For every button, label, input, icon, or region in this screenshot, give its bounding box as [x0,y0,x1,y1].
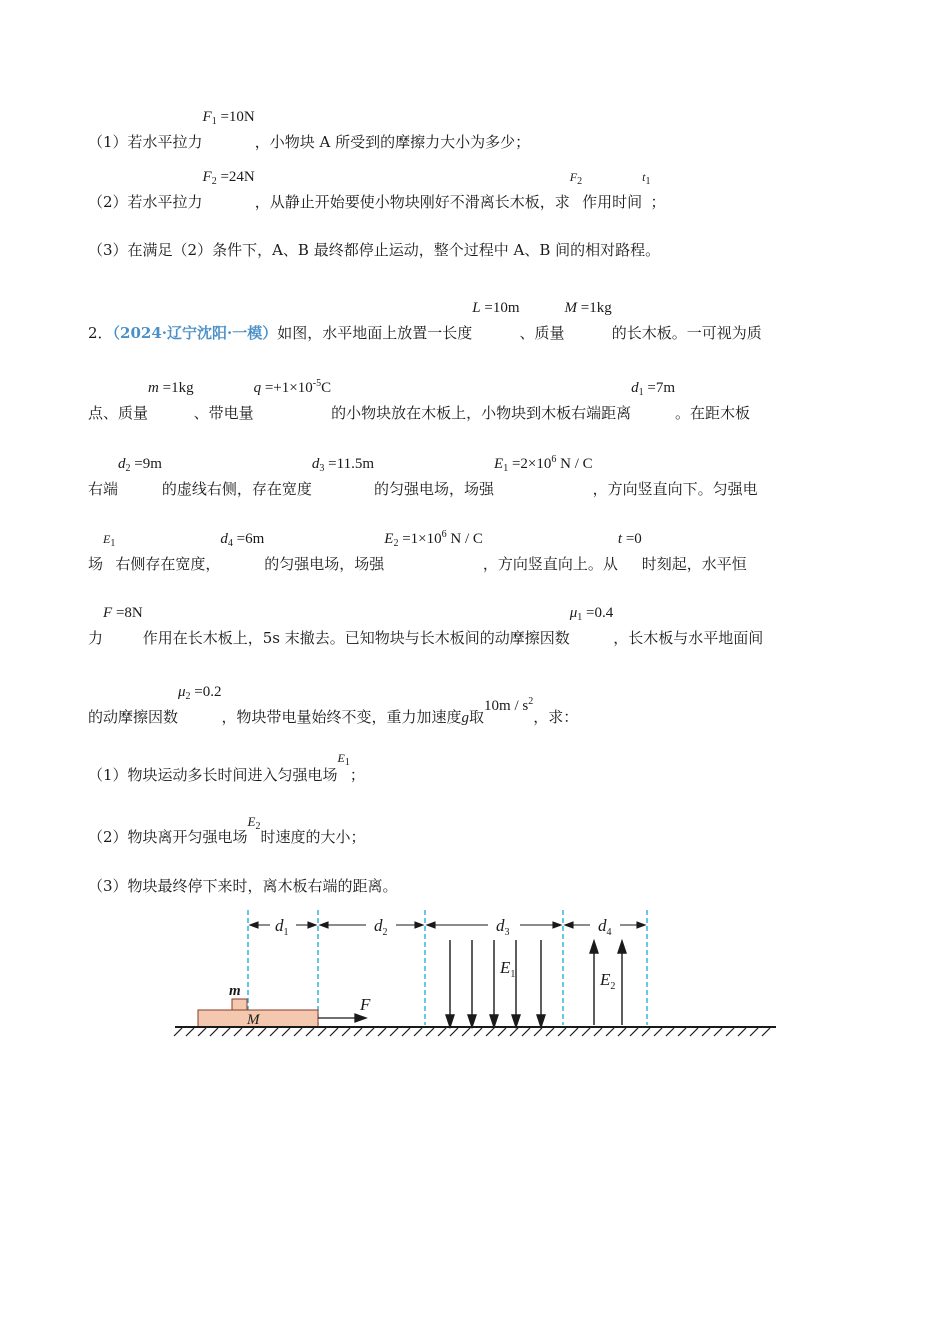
hatch-mark [570,1028,578,1036]
field-E1-arrows [446,940,545,1027]
hatch-mark [702,1028,710,1036]
label-d1: $d_1$ [275,916,289,938]
hatch-mark [594,1028,602,1036]
q2-line2: 点、质量m =1kg、带电量$q =+1\times 10^{-5}C$的小物块放在木板上，小物块到木板右端距离$d_1 =7m$。在距木板 [88,400,750,429]
hatch-mark [606,1028,614,1036]
formula-m: m =1kg [148,380,194,396]
hatch-mark [642,1028,650,1036]
hatch-mark [258,1028,266,1036]
label-d4: $d_4$ [598,916,612,938]
hatch-mark [198,1028,206,1036]
hatch-mark [690,1028,698,1036]
hatch-mark [270,1028,278,1036]
hatch-mark [750,1028,758,1036]
question-number: 2． [88,324,113,342]
hatch-mark [306,1028,314,1036]
formula-t0: t =0 [617,531,642,547]
label-E1: $E_1$ [500,958,516,980]
q2-part3: （3）物块最终停下来时，离木板右端的距离。 [88,877,398,895]
force-F-arrow [318,1014,366,1022]
formula-d1: $d_1 =7m$ [631,380,675,398]
q2-part2: （2）物块离开匀强电场$E_2$时速度的大小； [88,814,366,846]
q1-part2: （2）若水平拉力$F_2 =24N$，从静止开始要使小物块刚好不滑离长木板，求$F_2$作用时间$t_1$； [88,169,666,211]
question-source: （2024·辽宁沈阳·一模） [112,324,278,342]
formula-F2: $F_2 =24N$ [202,169,255,187]
label-E2: $E_2$ [600,970,616,992]
hatch-mark [282,1028,290,1036]
hatch-mark [630,1028,638,1036]
physics-diagram [170,905,782,1040]
formula-q: $q =+1\times 10^{-5}C$ [253,378,332,396]
hatch-mark [438,1028,446,1036]
hatch-mark [210,1028,218,1036]
hatch-mark [534,1028,542,1036]
q1-part1-text: （1）若水平拉力 [88,133,203,151]
hatch-mark [402,1028,410,1036]
q2-line4: 场$E_1$右侧存在宽度，$d_4 =6m$的匀强电场，场强$E_2 =1\times 10^6$ N / C，方向竖直向上。从t =0时刻起，水平恒 [88,551,747,580]
label-d3: $d_3$ [496,916,510,938]
formula-L: L =10m [472,300,520,316]
formula-F: F =8N [103,605,143,621]
hatch-mark [474,1028,482,1036]
formula-M: M =1kg [564,300,612,316]
hatch-mark [486,1028,494,1036]
hatch-mark [618,1028,626,1036]
label-F: F [360,995,371,1014]
hatch-mark [678,1028,686,1036]
hatch-mark [510,1028,518,1036]
formula-t1: $t_1$ [642,170,651,187]
distance-arrows [250,922,645,928]
label-d2: $d_2$ [374,916,388,938]
hatch-mark [378,1028,386,1036]
q1-part3: （3）在满足（2）条件下，A、B 最终都停止运动，整个过程中 A、B 间的相对路程。 [88,241,661,259]
formula-mu1: $\mu_1 =0.4$ [569,605,614,623]
hatch-mark [366,1028,374,1036]
hatch-mark [330,1028,338,1036]
small-block-m [232,999,247,1010]
hatch-mark [738,1028,746,1036]
formula-g: g [461,710,470,726]
formula-E1-part1: $E_1$ [337,751,350,768]
hatch-mark [666,1028,674,1036]
q2-line1: 2．（2024·辽宁沈阳·一模）如图，水平地面上放置一长度L =10m、质量M =1kg的长木板。一可视为质 [88,300,762,342]
formula-d3: $d_3 =11.5m$ [311,456,374,474]
hatch-mark [186,1028,194,1036]
q1-part1: （1）若水平拉力$F_1 =10N$，小物块 A 所受到的摩擦力大小为多少； [88,109,531,151]
formula-F2-small: $F_2$ [569,170,583,187]
hatch-mark [654,1028,662,1036]
hatch-mark [390,1028,398,1036]
formula-E2: $E_2 =1\times 10^6$ N / C [384,529,483,549]
hatch-mark [558,1028,566,1036]
hatch-mark [582,1028,590,1036]
formula-mu2: $\mu_2 =0.2$ [178,684,222,702]
formula-d4: $d_4 =6m$ [220,531,265,549]
formula-E1: $E_1 =2\times 10^6$ N / C [494,454,593,474]
hatch-mark [498,1028,506,1036]
formula-E1-small: $E_1$ [103,532,116,549]
hatch-mark [450,1028,458,1036]
formula-g-val: $10m / s^2$ [484,696,534,714]
q2-line5: 力F =8N作用在长木板上，5s 末撤去。已知物块与长木板间的动摩擦因数$\mu_1 =0.4$，长木板与水平地面间 [88,605,764,647]
hatch-mark [222,1028,230,1036]
hatch-mark [462,1028,470,1036]
formula-E2-part2: $E_2$ [247,814,261,832]
hatch-mark [546,1028,554,1036]
q2-line6: 的动摩擦因数$\mu_2 =0.2$，物块带电量始终不变，重力加速度g取$10m / s^2$，求： [88,684,579,726]
hatch-mark [354,1028,362,1036]
formula-d2: $d_2 =9m$ [118,456,162,474]
q2-line3: 右端$d_2 =9m$的虚线右侧，存在宽度$d_3 =11.5m$的匀强电场，场强$E_1 =2\times 10^6$ N / C，方向竖直向下。匀强电 [88,476,758,505]
hatch-mark [174,1028,182,1036]
hatch-mark [234,1028,242,1036]
q2-part1: （1）物块运动多长时间进入匀强电场$E_1$； [88,765,365,791]
hatch-mark [762,1028,770,1036]
hatch-mark [342,1028,350,1036]
hatch-mark [726,1028,734,1036]
hatch-mark [414,1028,422,1036]
hatch-mark [318,1028,326,1036]
hatch-mark [294,1028,302,1036]
label-m: m [229,983,241,999]
label-M: M [247,1012,260,1028]
hatch-mark [714,1028,722,1036]
hatch-mark [426,1028,434,1036]
hatch-mark [246,1028,254,1036]
formula-F1: $F_1 =10N$ [202,109,255,127]
hatch-mark [522,1028,530,1036]
